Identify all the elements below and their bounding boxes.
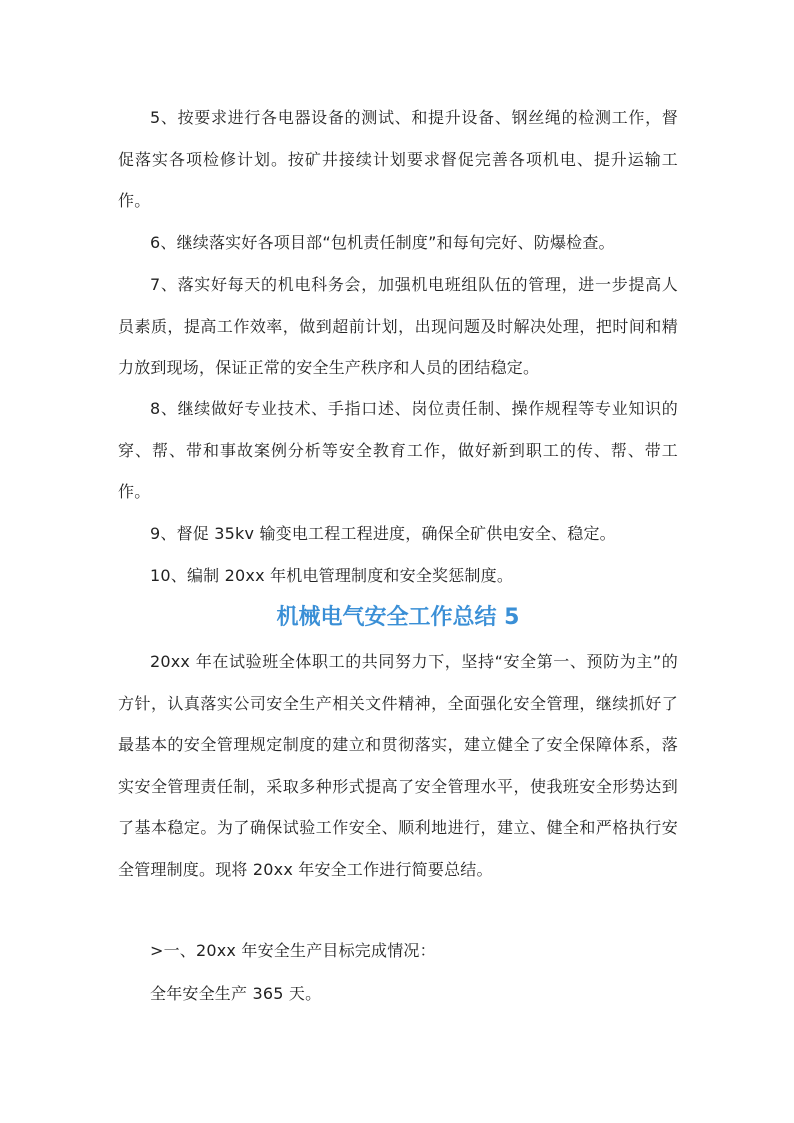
summary-paragraph: 全年安全生产 365 天。 (150, 984, 322, 1003)
paragraph-item-5: 5、按要求进行各电器设备的测试、和提升设备、钢丝绳的检测工作，督促落实各项检修计划。按矿井接续计划要求督促完善各项机电、提升运输工作。 (118, 108, 678, 210)
paragraph-item-10: 10、编制 20xx 年机电管理制度和安全奖惩制度。 (150, 566, 514, 585)
paragraph-item-9: 9、督促 35kv 输变电工程工程进度，确保全矿供电安全、稳定。 (150, 524, 616, 543)
paragraph-item-8: 8、继续做好专业技术、手指口述、岗位责任制、操作规程等专业知识的穿、帮、带和事故案例分析等安全教育工作，做好新到职工的传、帮、带工作。 (118, 399, 678, 501)
intro-paragraph: 20xx 年在试验班全体职工的共同努力下，坚持“安全第一、预防为主”的方针，认真落实公司安全生产相关文件精神，全面强化安全管理，继续抓好了最基本的安全管理规定制度的建立和贯彻落实，建立健全了安全保障体系，落实安全管理责任制，采取多种形式提高了安全管理水平，使我班安全形势达到了基本稳定。为了确保试验工作安全、顺利地进行，建立、健全和严格执行安全管理制度。现将 20xx 年安全工作进行简要总结。 (118, 652, 678, 879)
paragraph-item-6: 6、继续落实好各项目部“包机责任制度”和每旬完好、防爆检查。 (150, 233, 615, 252)
section-title: 机械电气安全工作总结 5 (276, 605, 520, 630)
subsection-heading: >一、20xx 年安全生产目标完成情况： (150, 941, 436, 960)
paragraph-item-7: 7、落实好每天的机电科务会，加强机电班组队伍的管理，进一步提高人员素质，提高工作效率，做到超前计划，出现问题及时解决处理，把时间和精力放到现场，保证正常的安全生产秩序和人员的团结稳定。 (118, 275, 678, 377)
